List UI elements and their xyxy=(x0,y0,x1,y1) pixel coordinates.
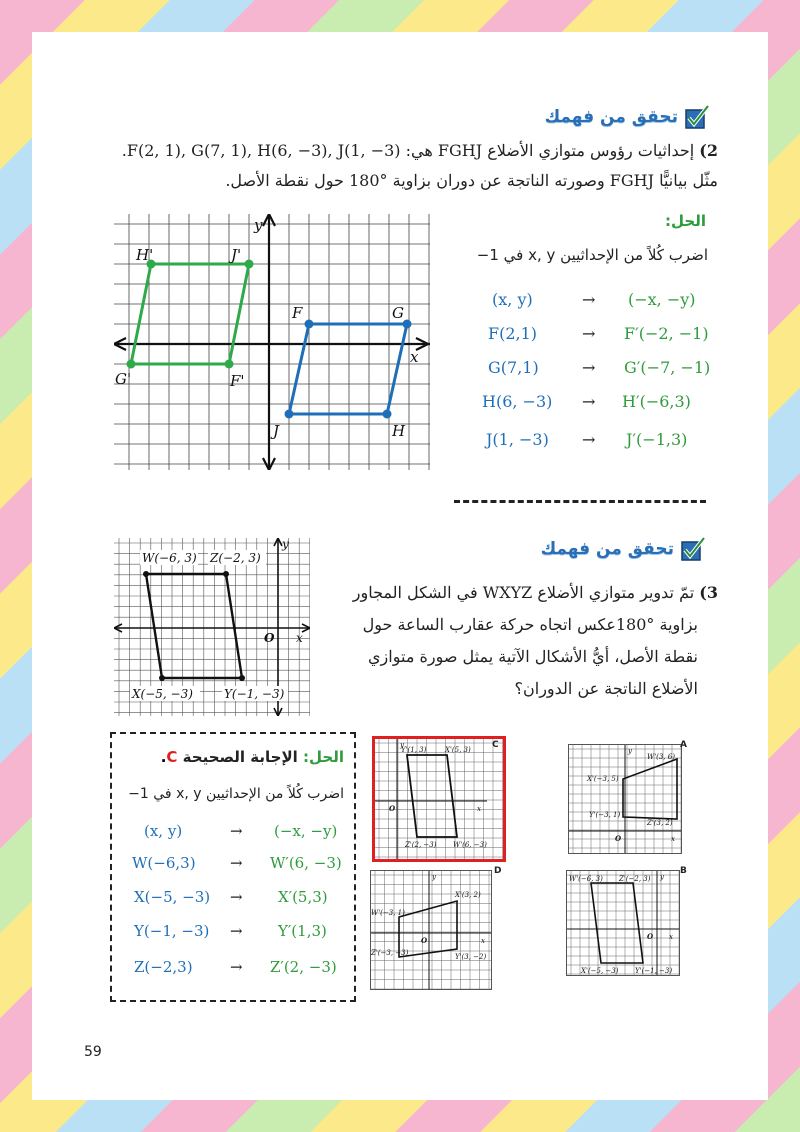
option-a[interactable] xyxy=(568,744,682,854)
svg-text:W'(−6, 3): W'(−6, 3) xyxy=(569,875,603,883)
option-b-graph xyxy=(567,871,679,975)
svg-text:y: y xyxy=(432,873,436,881)
q2-row0-left: (x, y) xyxy=(492,290,533,309)
svg-text:Z'(−3, −3): Z'(−3, −3) xyxy=(371,949,409,957)
svg-text:y: y xyxy=(400,741,404,749)
svg-text:x: x xyxy=(481,937,485,945)
q3-instruction: اضرب كُلاً من الإحداثيين x, y في 1− xyxy=(128,786,344,802)
option-d[interactable] xyxy=(370,870,492,990)
svg-text:Z'(3, 2): Z'(3, 2) xyxy=(647,819,673,827)
svg-text:W'(−3, 1): W'(−3, 1) xyxy=(371,909,405,917)
section-separator xyxy=(454,500,706,503)
svg-text:y: y xyxy=(628,747,632,755)
q2-instruction: اضرب كُلاً من الإحداثيين x, y في 1− xyxy=(476,246,708,264)
q2-line1: 2) إحداثيات رؤوس متوازي الأضلاع FGHJ هي: F(2, 1), G(7, 1), H(6, −3), J(1, −3). xyxy=(121,141,718,160)
q2-row0-right: (−x, −y) xyxy=(628,290,696,309)
svg-text:Y'(−3, 1): Y'(−3, 1) xyxy=(589,811,621,819)
q2-row2-left: G(7,1) xyxy=(488,358,539,377)
q3-line2: بزاوية °180عكس اتجاه حركة عقارب الساعة حول xyxy=(362,615,698,634)
svg-text:x: x xyxy=(477,805,481,813)
svg-text:y: y xyxy=(660,873,664,881)
q3-row2-right: X′(5,3) xyxy=(278,888,328,906)
svg-text:W'(6, −3): W'(6, −3) xyxy=(453,841,487,849)
svg-text:X'(3, 2): X'(3, 2) xyxy=(455,891,481,899)
label-j: J xyxy=(273,422,280,440)
q3-row2-left: X(−5, −3) xyxy=(134,888,211,906)
q3-row3-left: Y(−1, −3) xyxy=(134,922,210,940)
svg-text:W'(3, 6): W'(3, 6) xyxy=(647,753,675,761)
label-y-point: Y(−1, −3) xyxy=(224,687,285,701)
svg-text:O: O xyxy=(389,804,396,813)
svg-text:x: x xyxy=(669,933,673,941)
q3-coordinate-graph xyxy=(114,538,310,716)
q2-row2-arrow: → xyxy=(582,358,596,377)
q2-line2: مثّل بيانيًّا FGHJ وصورته الناتجة عن دوران بزاوية °180 حول نقطة الأصل. xyxy=(225,171,718,190)
q2-row3-right: H′(−6,3) xyxy=(622,392,691,411)
q3-row4-arrow: → xyxy=(230,958,243,976)
q3-row1-left: W(−6,3) xyxy=(132,854,196,872)
q3-solution-heading: الحل: الإجابة الصحيحة C. xyxy=(160,748,344,766)
page-number: 59 xyxy=(84,1044,102,1060)
option-d-letter: D xyxy=(494,866,502,876)
option-b[interactable] xyxy=(566,870,680,976)
label-f-prime: F' xyxy=(230,372,245,390)
label-g: G xyxy=(392,304,404,322)
q2-row2-right: G′(−7, −1) xyxy=(624,358,711,377)
label-h-prime: H' xyxy=(136,246,154,264)
label-g-prime: G' xyxy=(115,370,132,388)
q3-line3: نقطة الأصل، أيُّ الأشكال الآتية يمثل صورة متوازي xyxy=(368,647,698,666)
option-d-graph xyxy=(371,871,491,989)
svg-text:Y'(3, −2): Y'(3, −2) xyxy=(455,953,487,961)
q3-row4-left: Z(−2,3) xyxy=(134,958,193,976)
q3-row2-arrow: → xyxy=(230,888,243,906)
label-f: F xyxy=(292,304,303,322)
q2-solution-label: الحل: xyxy=(665,212,706,230)
svg-text:O: O xyxy=(647,932,654,941)
header-title: تحقق من فهمك xyxy=(544,107,678,127)
q2-row3-arrow: → xyxy=(582,392,596,411)
q3-line1: 3) تمّ تدوير متوازي الأضلاع WXYZ في الشكل المجاور xyxy=(352,583,718,602)
q2-row4-arrow: → xyxy=(582,430,596,449)
option-c-graph xyxy=(375,739,503,859)
option-b-letter: B xyxy=(680,866,687,876)
option-c-letter: C xyxy=(492,740,499,750)
svg-text:X'(5, 3): X'(5, 3) xyxy=(445,746,471,754)
label-w: W(−6, 3) xyxy=(142,551,197,565)
q3-row3-arrow: → xyxy=(230,922,243,940)
label-x: x xyxy=(410,348,419,366)
q3-mapping-table xyxy=(118,822,348,992)
q2-coordinate-graph xyxy=(114,214,430,470)
q2-mapping-table xyxy=(472,290,722,490)
label-y: y xyxy=(254,216,263,234)
label-x-axis: x xyxy=(296,631,303,645)
q2-row1-left: F(2,1) xyxy=(488,324,538,343)
svg-text:Z'(−2, 3): Z'(−2, 3) xyxy=(619,875,651,883)
checkmark-icon xyxy=(684,104,710,130)
q2-row3-left: H(6, −3) xyxy=(482,392,553,411)
q3-row3-right: Y′(1,3) xyxy=(278,922,327,940)
svg-text:X'(−3, 5): X'(−3, 5) xyxy=(587,775,619,783)
svg-text:Y'(−1, −3): Y'(−1, −3) xyxy=(635,967,673,975)
label-y-axis: y xyxy=(282,538,289,551)
q3-row1-arrow: → xyxy=(230,854,243,872)
svg-text:X'(−5, −3): X'(−5, −3) xyxy=(581,967,619,975)
header-title: تحقق من فهمك xyxy=(540,539,674,559)
q3-line4: الأضلاع الناتجة عن الدوران؟ xyxy=(514,679,698,698)
label-origin: O xyxy=(264,631,275,645)
q2-row1-arrow: → xyxy=(582,324,596,343)
svg-text:Y'(1, 3): Y'(1, 3) xyxy=(401,746,427,754)
q2-row0-arrow: → xyxy=(582,290,596,309)
q3-row4-right: Z′(2, −3) xyxy=(270,958,337,976)
option-a-letter: A xyxy=(680,740,687,750)
label-z: Z(−2, 3) xyxy=(210,551,261,565)
q3-solution-box xyxy=(110,732,356,1002)
label-j-prime: J' xyxy=(231,246,242,264)
q3-row0-left: (x, y) xyxy=(144,822,183,840)
label-h: H xyxy=(392,422,406,440)
q3-row0-arrow: → xyxy=(230,822,243,840)
q3-row1-right: W′(6, −3) xyxy=(270,854,342,872)
q2-row1-right: F′(−2, −1) xyxy=(624,324,709,343)
q2-row4-left: J(1, −3) xyxy=(486,430,549,449)
svg-text:O: O xyxy=(421,936,428,945)
page xyxy=(32,32,768,1100)
option-a-graph xyxy=(569,745,681,853)
q2-row4-right: J′(−1,3) xyxy=(626,430,688,449)
q3-row0-right: (−x, −y) xyxy=(274,822,338,840)
svg-text:Z'(2, −3): Z'(2, −3) xyxy=(405,841,437,849)
checkmark-icon xyxy=(680,536,706,562)
svg-text:x: x xyxy=(671,835,675,843)
label-x-point: X(−5, −3) xyxy=(132,687,193,701)
check-understanding-header-2 xyxy=(541,536,706,562)
option-c-highlight[interactable] xyxy=(372,736,506,862)
svg-text:O: O xyxy=(615,834,622,843)
check-understanding-header-1 xyxy=(545,104,710,130)
